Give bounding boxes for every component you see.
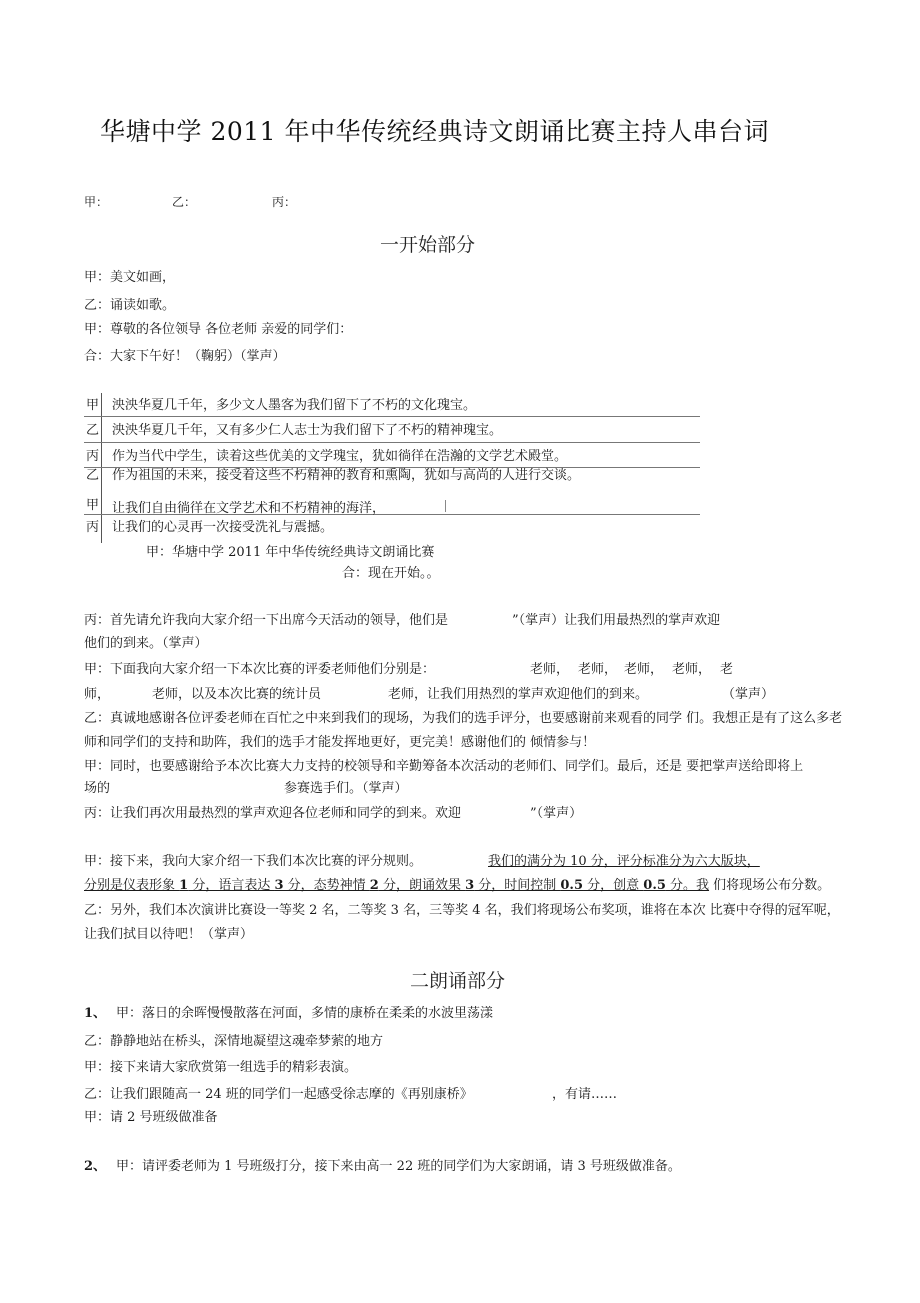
thanks-support-cont: 场的 bbox=[84, 781, 111, 796]
rules-score: 3 bbox=[274, 878, 284, 893]
table-line: 泱泱华夏几千年，又有多少仁人志士为我们留下了不朽的精神瑰宝。 bbox=[112, 423, 503, 438]
table-role: 甲 bbox=[86, 398, 100, 413]
rules-breakdown bbox=[84, 876, 830, 896]
judge-slot: 老师， bbox=[530, 662, 570, 677]
recite-line: 甲：请 2 号班级做准备 bbox=[84, 1110, 218, 1125]
rules-total-score: 我们的满分为 10 分，评分标准分为六大版块， bbox=[488, 854, 760, 869]
table-line: 让我们自由徜徉在文学艺术和不朽精神的海洋， bbox=[112, 501, 386, 516]
welcome-line: 丙：让我们再次用最热烈的掌声欢迎各位老师和同学的到来。欢迎 bbox=[84, 806, 462, 821]
role-yi-label: 乙： bbox=[172, 195, 197, 209]
opening-line: 乙：诵读如歌。 bbox=[84, 298, 176, 313]
intro-judges-cont: 老师，让我们用热烈的掌声欢迎他们的到来。 bbox=[388, 687, 649, 702]
recite-line: 甲：请评委老师为 1 号班级打分，接下来由高一 22 班的同学们为大家朗诵，请 3 号班级做准备。 bbox=[116, 1159, 681, 1174]
start-chorus: 合：现在开始。。 bbox=[342, 566, 440, 581]
table-rule bbox=[84, 442, 700, 443]
rules-score: 1 bbox=[179, 878, 189, 893]
recite-line: 乙：让我们跟随高一 24 班的同学们一起感受徐志摩的《再别康桥》 bbox=[84, 1087, 473, 1102]
thanks-support-cont: 参赛选手们。（掌声） bbox=[284, 781, 408, 796]
opening-line: 甲：尊敬的各位领导 各位老师 亲爱的同学们： bbox=[84, 322, 353, 337]
table-line: 作为当代中学生，读着这些优美的文学瑰宝，犹如徜徉在浩瀚的文学艺术殿堂。 bbox=[112, 449, 568, 464]
judge-slot: 老师， bbox=[624, 662, 664, 677]
table-rule bbox=[84, 416, 700, 417]
thanks-support-line: 甲：同时，也要感谢给予本次比赛大力支持的校领导和辛勤筹备本次活动的老师们、同学们。最后，还是 要把掌声送给即将上 bbox=[84, 759, 804, 774]
intro-judges-line: 甲：下面我向大家介绍一下本次比赛的评委老师他们分别是： bbox=[84, 662, 436, 677]
thanks-paragraph: 乙：真诚地感谢各位评委老师在百忙之中来到我们的现场，为我们的选手评分，也要感谢前来观看的同学 们。我想正是有了这么多老师和同学们的支持和助阵，我们的选手才能发挥地更好，更完美！感谢他们的 倾情参与！ bbox=[84, 711, 843, 750]
recite-line: 甲：落日的余晖慢慢散落在河面，多情的康桥在柔柔的水波里荡漾 bbox=[116, 1006, 494, 1021]
rules-item: 们将现场公布分数。 bbox=[709, 878, 831, 893]
intro-judges-applause: （掌声） bbox=[722, 687, 775, 702]
rules-item: 分。我 bbox=[665, 878, 710, 893]
start-announcement: 甲：华塘中学 2011 年中华传统经典诗文朗诵比赛 bbox=[146, 545, 435, 560]
judge-slot: 老 bbox=[720, 662, 734, 677]
item-number: 2、 bbox=[84, 1159, 107, 1174]
rules-item: 分，时间控制 bbox=[474, 878, 561, 893]
rules-score: 0.5 bbox=[643, 878, 666, 893]
rules-intro-line: 甲：接下来，我向大家介绍一下我们本次比赛的评分规则。 bbox=[84, 854, 423, 869]
recite-line: 乙：静静地站在桥头，深情地凝望这魂牵梦萦的地方 bbox=[84, 1034, 384, 1049]
recite-line-end: ，有请…… bbox=[552, 1087, 618, 1102]
section-heading-opening: 一开始部分 bbox=[380, 234, 476, 256]
awards-paragraph: 乙：另外，我们本次演讲比赛设一等奖 2 名，二等奖 3 名，三等奖 4 名，我们将现场公布奖项，谁将在本次 比赛中夺得的冠军呢，让我们拭目以待吧！（掌声） bbox=[84, 903, 840, 942]
rules-item: 分，朗诵效果 bbox=[378, 878, 466, 893]
intro-judges-cont: 师， bbox=[84, 687, 111, 702]
table-role: 丙 bbox=[86, 520, 100, 535]
table-role: 丙 bbox=[86, 449, 100, 464]
item-number: 1、 bbox=[84, 1006, 107, 1021]
opening-line: 甲：美文如画， bbox=[84, 270, 176, 285]
rules-item: 分，创意 bbox=[583, 878, 644, 893]
rules-score: 3 bbox=[465, 878, 475, 893]
welcome-applause: ”（掌声） bbox=[530, 806, 583, 821]
table-line: 泱泱华夏几千年，多少文人墨客为我们留下了不朽的文化瑰宝。 bbox=[112, 398, 477, 413]
recite-line: 甲：接下来请大家欣赏第一组选手的精彩表演。 bbox=[84, 1060, 358, 1075]
rules-item: 分别是仪表形象 bbox=[84, 878, 180, 893]
document-title: 华塘中学 2011 年中华传统经典诗文朗诵比赛主持人串台词 bbox=[100, 117, 770, 146]
intro-leaders-end: 他们的到来。（掌声） bbox=[84, 636, 208, 651]
intro-judges-cont: 老师，以及本次比赛的统计员 bbox=[152, 687, 322, 702]
intro-leaders-line: 丙：首先请允许我向大家介绍一下出席今天活动的领导，他们是 bbox=[84, 613, 449, 628]
judge-slot: 老师， bbox=[578, 662, 618, 677]
table-role: 乙 bbox=[86, 468, 100, 483]
table-role: 甲 bbox=[86, 498, 100, 513]
table-line: 作为祖国的未来，接受着这些不朽精神的教育和熏陶，犹如与高尚的人进行交谈。 bbox=[112, 468, 581, 483]
rules-score: 2 bbox=[369, 878, 379, 893]
opening-line: 合：大家下午好！（鞠躬）（掌声） bbox=[84, 349, 286, 364]
role-bing-label: 丙： bbox=[272, 195, 297, 209]
rules-item: 分，态势神情 bbox=[283, 878, 370, 893]
judge-slot: 老师， bbox=[672, 662, 712, 677]
rules-score: 0.5 bbox=[560, 878, 584, 893]
section-heading-recitation: 二朗诵部分 bbox=[410, 970, 506, 992]
role-jia-label: 甲： bbox=[84, 195, 109, 209]
intro-leaders-applause: ”（掌声）让我们用最热烈的掌声欢迎 bbox=[512, 613, 721, 628]
table-line: 让我们的心灵再一次接受洗礼与震撼。 bbox=[112, 520, 334, 535]
rules-item: 分，语言表达 bbox=[188, 878, 275, 893]
table-role: 乙 bbox=[86, 423, 100, 438]
text-cursor-mark bbox=[445, 500, 446, 512]
